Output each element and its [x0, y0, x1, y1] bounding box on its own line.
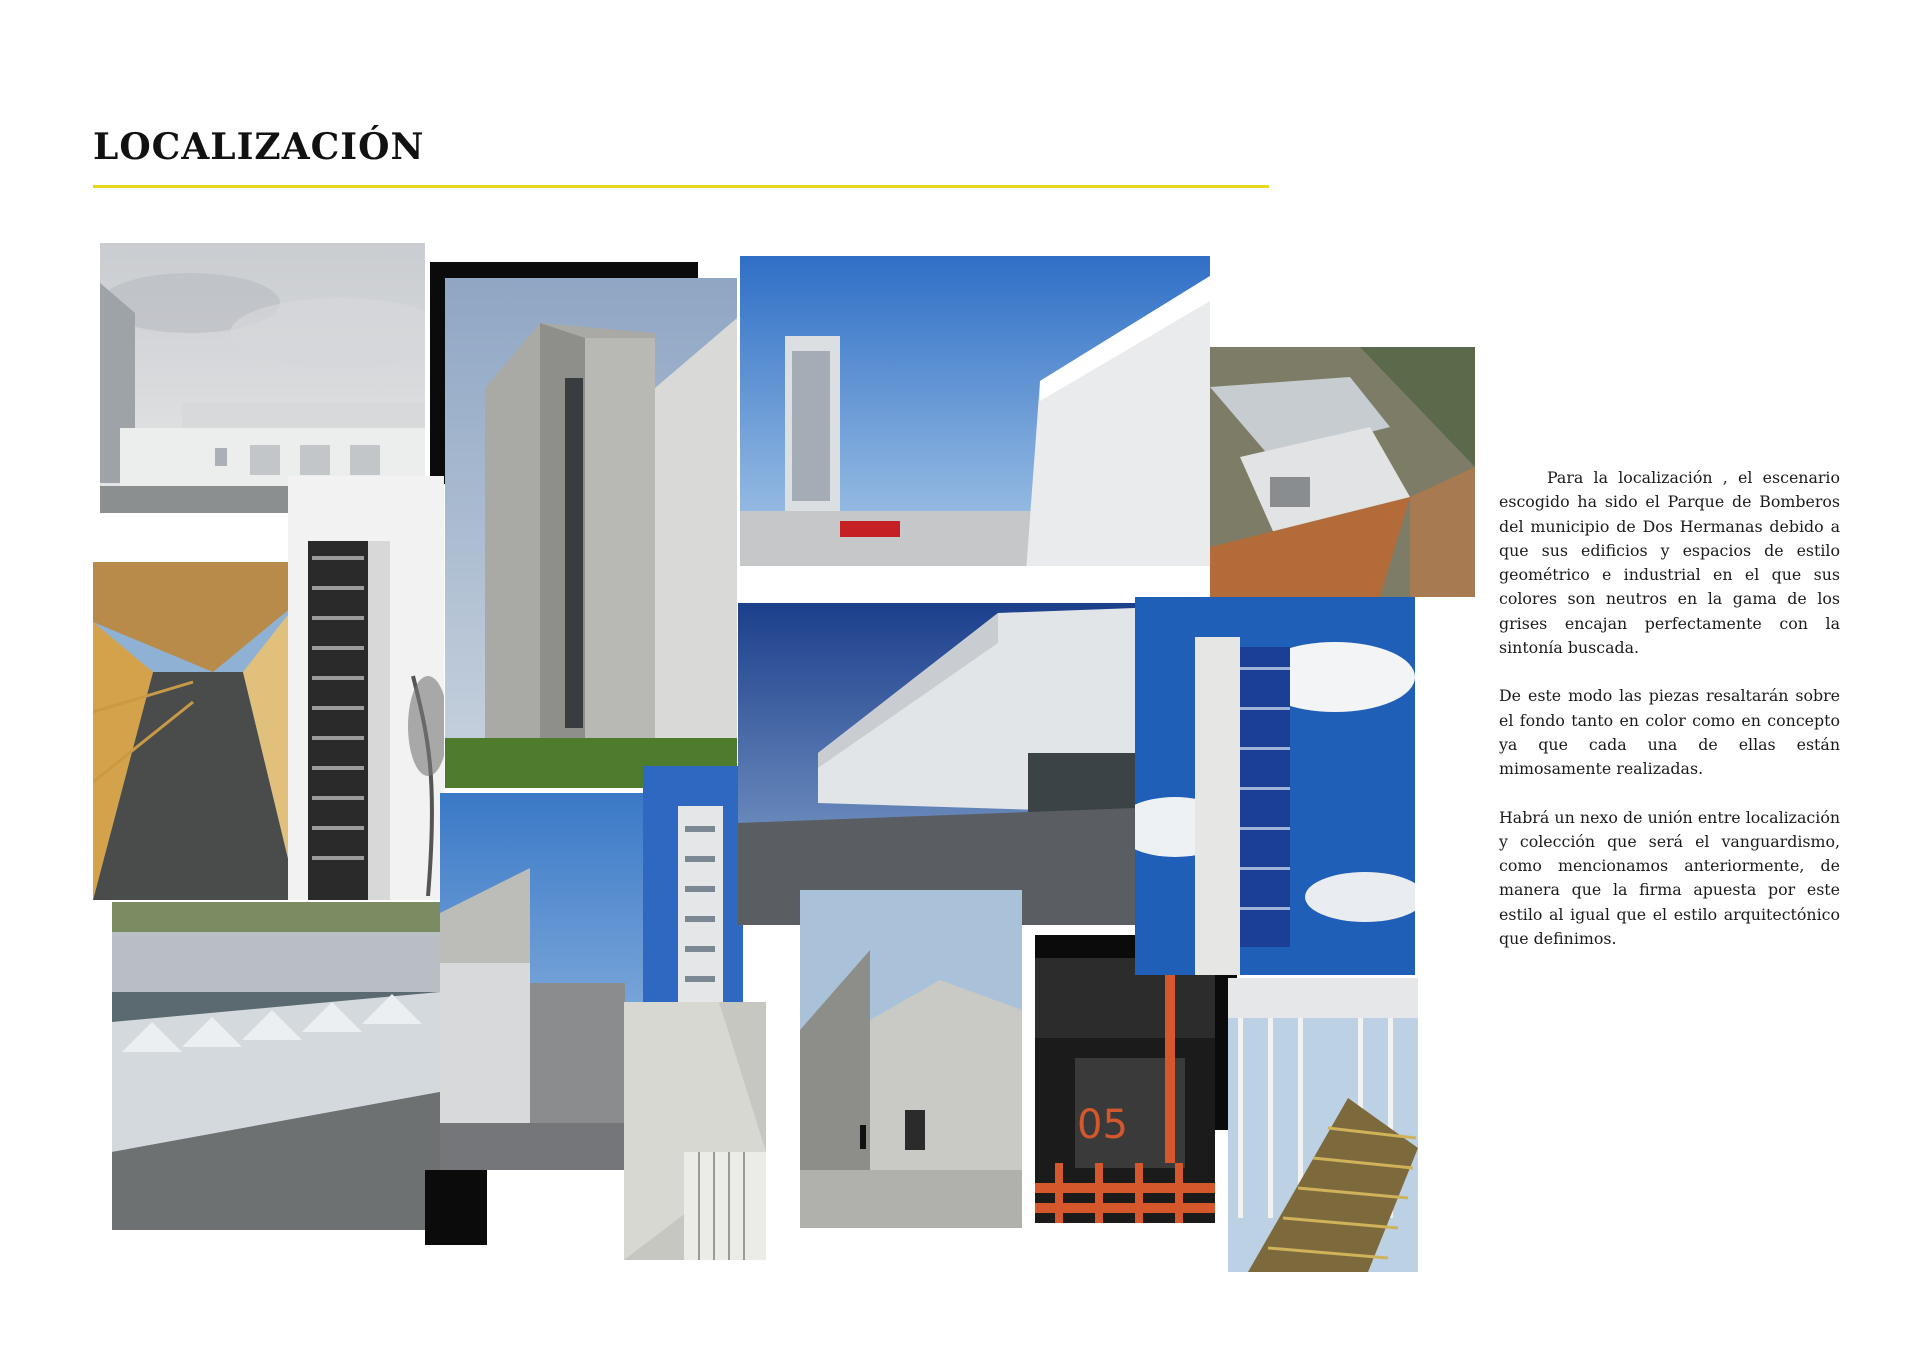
photo-narrow-tower	[643, 766, 743, 1004]
page-title: LOCALIZACIÓN	[93, 126, 425, 168]
photo-aerial-rooftops	[112, 902, 440, 1230]
photo-aerial-station	[1210, 347, 1475, 597]
photo-concrete-courtyard	[800, 890, 1022, 1228]
photo-covered-walkway	[93, 562, 298, 900]
photo-fire-tower-blue-sky	[740, 256, 1210, 566]
paragraph-2: De este modo las piezas resaltarán sobre el fondo tanto en color como en concepto ya que cada una de ellas están mimosamente realizadas.	[1499, 686, 1840, 779]
photo-translucent-facade	[440, 793, 645, 1170]
black-frame-block	[425, 1170, 487, 1245]
photo-concrete-tower	[445, 278, 737, 788]
paragraph-1: Para la localización , el escenario escogido ha sido el Parque de Bomberos del municipio de Dos Hermanas debido a que sus edificios y espacios de estilo geométrico e industrial en el que sus colores son neutros en la gama de los grises encajan perfectamente con la sintonía buscada.	[1499, 468, 1840, 658]
photo-industrial-staircase	[1228, 978, 1418, 1272]
photo-angled-concrete-wall	[624, 1002, 766, 1260]
photo-bw-highrise	[288, 476, 444, 900]
photo-fire-tower-clouds	[1135, 597, 1415, 975]
photo-hangar-cloudy	[100, 243, 425, 513]
description-text	[1499, 466, 1840, 975]
photo-garage-hall	[738, 603, 1135, 925]
photo-door-05	[1035, 958, 1215, 1223]
paragraph-3: Habrá un nexo de unión entre localización y colección que será el vanguardismo, como mencionamos anteriormente, de manera que la firma apuesta por este estilo al igual que el estilo arquitectónico que definimos.	[1499, 807, 1840, 949]
door-number: 05	[1077, 1102, 1128, 1148]
